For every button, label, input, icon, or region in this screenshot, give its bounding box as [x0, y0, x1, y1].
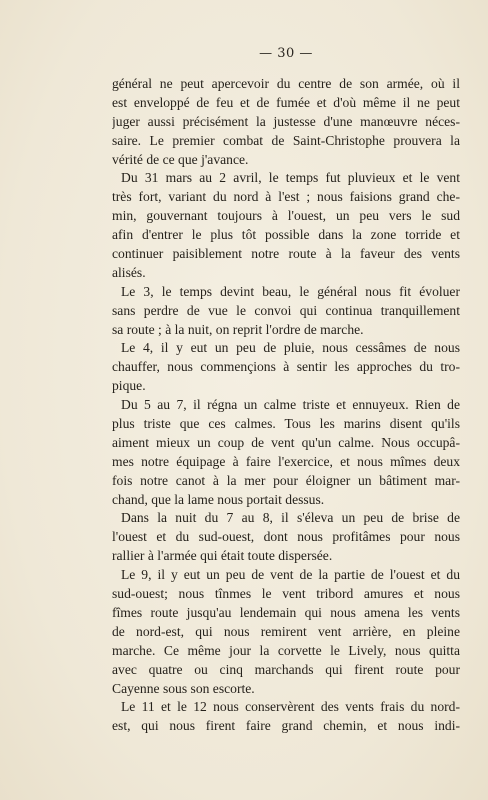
text-line: Le 4, il y eut un peu de pluie, nous cessâmes de nous [121, 340, 460, 356]
text-line: très fort, variant du nord à l'est ; nous faisions grand che- [112, 189, 460, 205]
text-line: chauffer, nous commençions à sentir les approches du tro- [112, 359, 460, 375]
page-number: — 30 — [259, 46, 313, 61]
text-line: afin d'entrer le plus tôt possible dans la zone torride et [112, 227, 460, 243]
text-line: rallier à l'armée qui était toute dispersée. [112, 548, 333, 564]
text-line: juger aussi précisément la justesse d'une manœuvre néces- [112, 113, 460, 129]
text-line: sans perdre de vue le convoi qui continua tranquillement [112, 302, 460, 318]
text-line: l'ouest et du sud-ouest, dont nous profitâmes pour nous [112, 529, 460, 545]
text-line: de nord-est, qui nous remirent vent arrière, en pleine [112, 623, 460, 639]
text-line: fois notre canot à la mer pour éloigner un bâtiment mar- [112, 472, 460, 488]
text-line: saire. Le premier combat de Saint-Christophe prouvera la [112, 132, 460, 148]
text-line: vérité de ce que j'avance. [112, 151, 249, 167]
text-line: Cayenne sous son escorte. [112, 680, 255, 696]
text-line: avec quatre ou cinq marchands qui firent route pour [112, 661, 460, 677]
text-line: aiment mieux un coup de vent qu'un calme. Nous occupâ- [112, 434, 460, 450]
text-line: Dans la nuit du 7 au 8, il s'éleva un peu de brise de [121, 510, 460, 526]
text-line: min, gouvernant toujours à l'ouest, un peu vers le sud [112, 208, 460, 224]
text-line: alisés. [112, 264, 146, 280]
text-line: chand, que la lame nous portait dessus. [112, 491, 325, 507]
body-text [112, 75, 460, 736]
text-line: sa route ; à la nuit, on reprit l'ordre de marche. [112, 321, 364, 337]
text-line: fîmes route jusqu'au lendemain qui nous amena les vents [112, 604, 460, 620]
text-line: marche. Ce même jour la corvette le Lively, nous quitta [112, 642, 460, 658]
text-line: Du 31 mars au 2 avril, le temps fut pluvieux et le vent [121, 170, 460, 186]
text-line: est, qui nous firent faire grand chemin, et nous indi- [112, 718, 460, 734]
text-line: général ne peut apercevoir du centre de son armée, où il [112, 76, 460, 91]
text-line: mes notre équipage à faire l'exercice, et nous mîmes deux [112, 453, 460, 469]
text-line: Le 3, le temps devint beau, le général nous fit évoluer [121, 283, 460, 299]
text-line: est enveloppé de feu et de fumée et d'où même il ne peut [112, 94, 460, 110]
text-line: Le 9, il y eut un peu de vent de la partie de l'ouest et du [121, 567, 460, 583]
text-line: sud-ouest; nous tînmes le vent tribord amures et nous [112, 586, 460, 602]
text-line: plus triste que ces calmes. Tous les marins disent qu'ils [112, 416, 460, 432]
text-line: pique. [112, 378, 146, 394]
text-line: Du 5 au 7, il régna un calme triste et ennuyeux. Rien de [121, 397, 460, 413]
text-line: Le 11 et le 12 nous conservèrent des vents frais du nord- [121, 699, 460, 715]
text-line: continuer paisiblement notre route à la faveur des vents [112, 246, 460, 262]
